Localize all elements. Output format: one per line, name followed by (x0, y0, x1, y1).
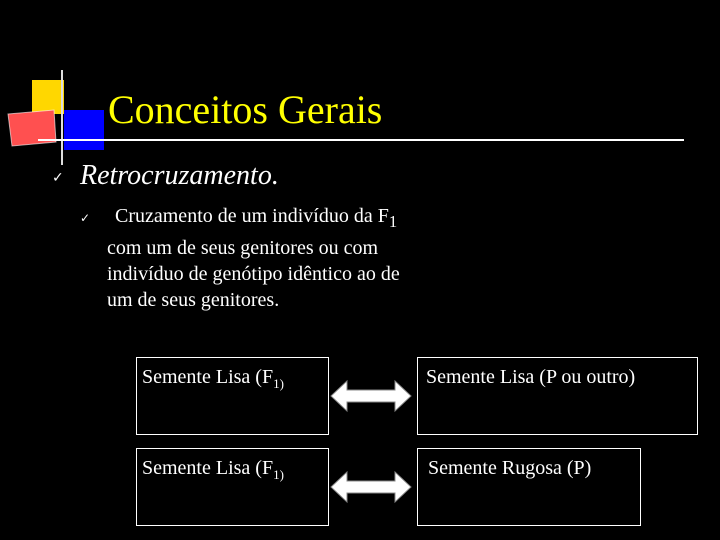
bullet-level-1: Retrocruzamento. (80, 160, 279, 191)
bullet-line (107, 203, 477, 235)
slide-title: Conceitos Gerais (108, 87, 383, 132)
bullet-level-2 (107, 203, 477, 313)
double-arrow-icon (329, 379, 413, 413)
box-text: Semente Lisa (F (142, 366, 274, 388)
subscript: 1 (388, 212, 398, 231)
cross-right-box: Semente Lisa (P ou outro) (417, 357, 698, 435)
bullet-line: um de seus genitores. (107, 289, 280, 311)
corner-logo-icon (0, 70, 110, 165)
cross-left-box (136, 357, 329, 435)
bullet-text: Cruzamento de um indivíduo da F (115, 205, 389, 227)
subscript: 1) (273, 376, 284, 391)
check-icon: ✓ (52, 170, 64, 186)
title-divider (38, 139, 684, 141)
bullet-line: indivíduo de genótipo idêntico ao de (107, 263, 400, 285)
cross-left-box (136, 448, 329, 526)
double-arrow-icon (329, 470, 413, 504)
bullet-line: com um de seus genitores ou com (107, 237, 379, 259)
box-text: Semente Lisa (F (142, 457, 274, 479)
check-icon: ✓ (80, 211, 91, 225)
subscript: 1) (273, 467, 284, 482)
cross-right-box: Semente Rugosa (P) (417, 448, 641, 526)
